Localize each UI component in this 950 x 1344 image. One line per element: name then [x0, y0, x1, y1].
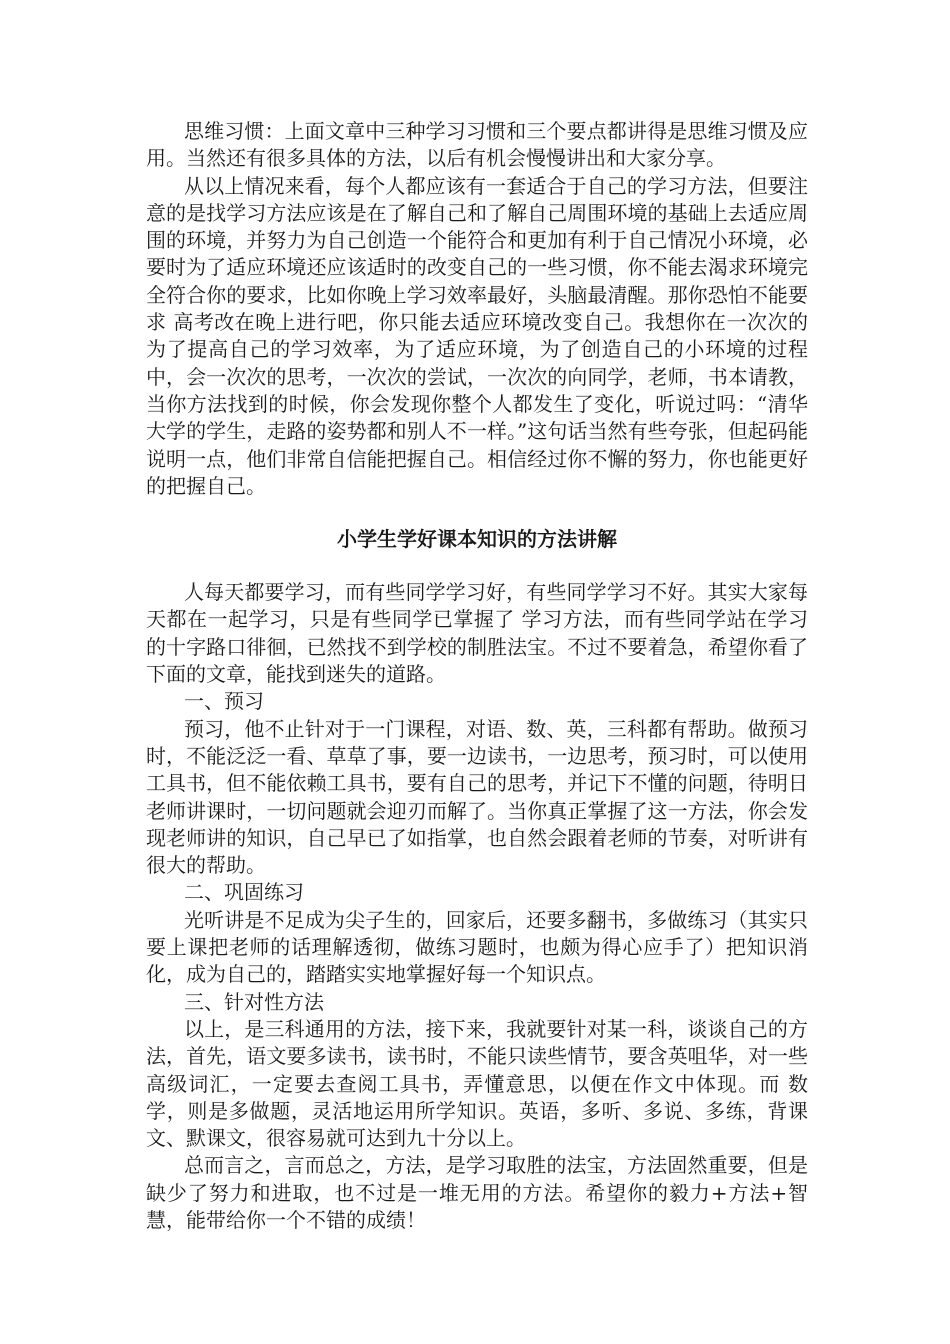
document-page [146, 118, 808, 1234]
paragraph-thinking-habits: 思维习惯：上面文章中三种学习习惯和三个要点都讲得是思维习惯及应用。当然还有很多具体的方法，以后有机会慢慢讲出和大家分享。 [146, 119, 808, 171]
paragraph-preview: 预习，他不止针对于一门课程，对语、数、英，三科都有帮助。做预习时，不能泛泛一看、草草了事，要一边读书，一边思考，预习时，可以使用工具书，但不能依赖工具书，要有自己的思考，并记下不懂的问题，待明日老师讲课时，一切问题就会迎刃而解了。当你真正掌握了这一方法，你会发现老师讲的知识，自己早已了如指掌，也自然会跟着老师的节奏，对听讲有很大的帮助。 [146, 716, 808, 878]
article-title: 小学生学好课本知识的方法讲解 [337, 527, 617, 552]
paragraph-learning-method: 从以上情况来看，每个人都应该有一套适合于自己的学习方法，但要注意的是找学习方法应该是在了解自己和了解自己周围环境的基础上去适应周围的环境，并努力为自己创造一个能符合和更加有利于自己情况小环境，必要时为了适应环境还应该适时的改变自己的一些习惯，你不能去渴求环境完全符合你的要求，比如你晚上学习效率最好，头脑最清醒。那你恐怕不能要求 高考改在晚上进行吧，你只能去适应环境改变自己。我想你在一次次的为了提高自己的学习效率，为了适应环境，为了创造自己的小环境的过程中，会一次次的思考，一次次的尝试，一次次的向同学，老师，书本请教，当你方法找到的时候，你会发现你整个人都发生了变化，听说过吗：“清华大学的学生，走路的姿势都和别人不一样。”这句话当然有些夸张，但起码能说明一点，他们非常自信能把握自己。相信经过你不懈的努力，你也能更好的把握自己。 [146, 173, 808, 498]
paragraph-intro: 人每天都要学习，而有些同学学习好，有些同学学习不好。其实大家每天都在一起学习，只是有些同学已掌握了 学习方法，而有些同学站在学习的十字路口徘徊，已然找不到学校的制胜法宝。不过不要着急，希望你看了下面的文章，能找到迷失的道路。 [146, 580, 808, 687]
section-heading-targeted: 三、针对性方法 [184, 989, 324, 1014]
section-heading-practice: 二、巩固练习 [184, 880, 304, 905]
paragraph-practice: 光听讲是不足成为尖子生的，回家后，还要多翻书，多做练习（其实只要上课把老师的话理解透彻，做练习题时，也颇为得心应手了）把知识消化，成为自己的，踏踏实实地掌握好每一个知识点。 [146, 907, 808, 987]
paragraph-conclusion: 总而言之，言而总之，方法，是学习取胜的法宝，方法固然重要，但是缺少了努力和进取，也不过是一堆无用的方法。希望你的毅力+方法+智慧，能带给你一个不错的成绩！ [146, 1153, 808, 1232]
section-heading-preview: 一、预习 [184, 689, 264, 714]
paragraph-targeted: 以上，是三科通用的方法，接下来，我就要针对某一科，谈谈自己的方法，首先，语文要多读书，读书时，不能只读些情节，要含英咀华，对一些高级词汇，一定要去查阅工具书，弄懂意思，以便在作文中体现。而 数学，则是多做题，灵活地运用所学知识。英语，多听、多说、多练，背课文、默课文，很容易就可达到九十分以上。 [146, 1016, 808, 1151]
